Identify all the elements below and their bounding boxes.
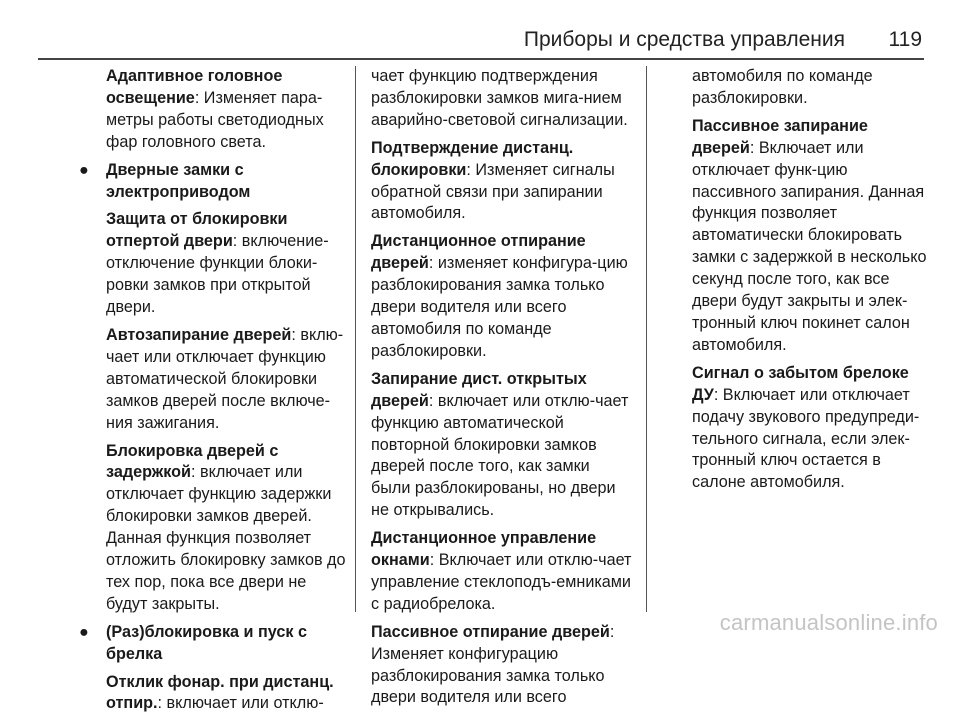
remote-confirm-text: : Изменяет сигналы обратной связи при запирании автомобиля. xyxy=(371,160,615,223)
section-title: Приборы и средства управления xyxy=(523,28,845,51)
auto-lock-text: : вклю-чает или отключает функцию автоматической блокировки замков дверей после включе-ния зажигания. xyxy=(106,325,344,432)
paragraph-passive-lock xyxy=(692,116,932,357)
unlock-protection-title: Защита от блокировки отпертой двери xyxy=(106,210,288,251)
auto-lock-title: Автозапирание дверей xyxy=(106,325,292,344)
light-feedback-title: Отклик фонар. при дистанц. отпир. xyxy=(106,672,334,713)
column-2 xyxy=(371,66,633,715)
page-number: 119 xyxy=(888,28,922,51)
remote-unlock-text: : изменяет конфигура-цию разблокирования замка только двери водителя или всего автомобиля по команде разблокировки. xyxy=(371,254,628,360)
paragraph-light-feedback xyxy=(106,672,348,716)
paragraph-remote-relock xyxy=(371,369,633,522)
column-3 xyxy=(692,66,932,500)
key-reminder-title: Сигнал о забытом брелоке ДУ xyxy=(692,363,909,404)
paragraph-continuation xyxy=(371,66,633,132)
passive-lock-text: : Включает или отключает функ-цию пассивного запирания. Данная функция позволяет автоматически блокировать замки с задержкой в несколько секунд после того, как все двери будут закрыты и элек-тронный ключ покинет салон автомобиля. xyxy=(692,138,927,354)
bullet-dot-icon: ● xyxy=(79,622,89,641)
paragraph-remote-windows xyxy=(371,528,633,616)
paragraph-unlock-protection xyxy=(106,209,348,319)
remote-windows-title: Дистанционное управление окнами xyxy=(371,529,597,570)
remote-windows-text: : Включает или отклю-чает управление стеклоподъ-емниками с радиобрелока. xyxy=(371,551,632,613)
column-divider-1 xyxy=(355,66,356,612)
paragraph-delayed-lock xyxy=(106,441,348,616)
adaptive-light-text: : Изменяет пара-метры работы светодиодных фар головного света. xyxy=(106,88,324,151)
paragraph-adaptive-light xyxy=(106,66,348,154)
key-reminder-text: : Включает или отключает подачу звукового предупреди-тельного сигнала, если элек-тронный ключ остается в салоне автомобиля. xyxy=(692,385,920,492)
adaptive-light-title: Адаптивное головное освещение xyxy=(106,67,283,107)
header-rule xyxy=(38,58,924,60)
door-locks-heading: Дверные замки с электроприводом xyxy=(106,160,251,201)
column-divider-2 xyxy=(646,66,647,612)
bullet-keyfob xyxy=(79,622,348,666)
remote-relock-text: : включает или отклю-чает функцию автоматической повторной блокировки замков дверей после того, как замки были разблокированы, но двери не открывались. xyxy=(371,391,629,520)
passive-lock-title: Пассивное запирание дверей xyxy=(692,116,868,157)
paragraph-key-reminder xyxy=(692,363,932,494)
bullet-door-locks xyxy=(79,160,348,204)
keyfob-heading: (Раз)блокировка и пуск с брелка xyxy=(106,622,307,663)
column-1 xyxy=(79,66,348,721)
paragraph-remote-confirm xyxy=(371,138,633,226)
paragraph-continuation xyxy=(692,66,932,110)
delayed-lock-title: Блокировка дверей с задержкой xyxy=(106,441,279,482)
continuation-text: чает функцию подтверждения разблокировки замков мига-нием аварийно-световой сигнализации. xyxy=(371,67,628,129)
unlock-protection-text: : включение-отключение функции блоки-ровки замков при открытой двери. xyxy=(106,232,329,317)
watermark: carmanualsonline.info xyxy=(719,610,938,635)
paragraph-passive-unlock xyxy=(371,622,633,710)
passive-unlock-title: Пассивное отпирание дверей xyxy=(371,622,610,641)
paragraph-auto-lock xyxy=(106,325,348,435)
remote-unlock-title: Дистанционное отпирание дверей xyxy=(371,232,586,273)
remote-confirm-title: Подтверждение дистанц. блокировки xyxy=(371,138,574,179)
continuation-text: автомобиля по команде разблокировки. xyxy=(692,67,873,107)
passive-unlock-text: : Изменяет конфигурацию разблокирования замка только двери водителя или всего xyxy=(371,622,615,707)
delayed-lock-text: : включает или отключает функцию задержки блокировки замков дверей. Данная функция позволяет отложить блокировку замков до тех пор, пока все двери не будут закрыты. xyxy=(106,463,346,613)
light-feedback-text: : включает или отклю- xyxy=(157,694,324,713)
remote-relock-title: Запирание дист. открытых дверей xyxy=(371,369,587,410)
bullet-dot-icon: ● xyxy=(79,160,89,179)
paragraph-remote-unlock xyxy=(371,231,633,362)
